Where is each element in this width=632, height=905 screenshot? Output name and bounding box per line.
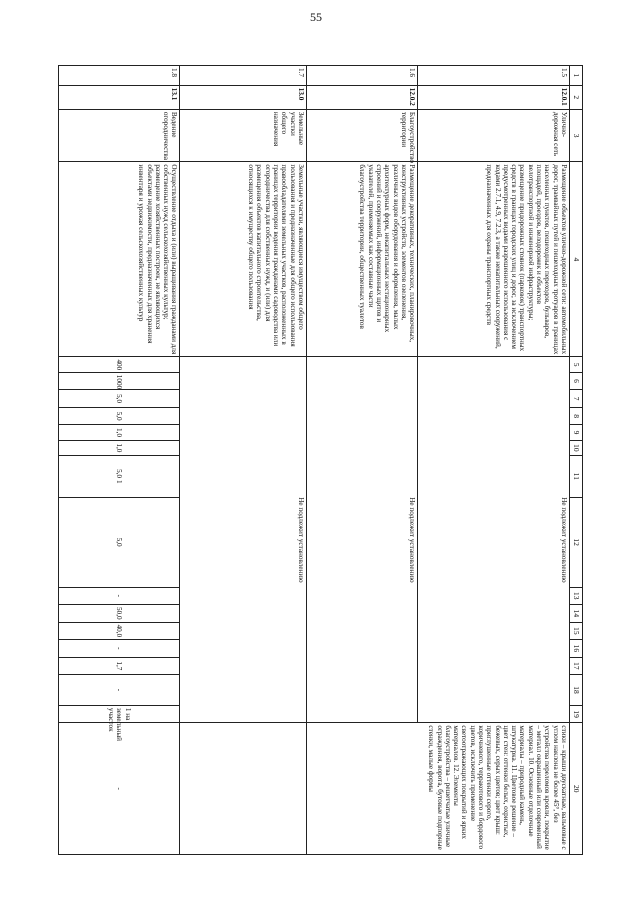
- row-name: Благоустройство территории: [306, 109, 417, 162]
- row-code: 12.0.1: [418, 85, 570, 109]
- row-code: 13.0: [180, 85, 306, 109]
- row-number: 1.8: [59, 66, 180, 86]
- not-set-note: Не подлежит установлению: [180, 357, 306, 723]
- col-header: 18: [569, 675, 582, 706]
- col-header: 11: [569, 456, 582, 498]
- col-header: 12: [569, 497, 582, 587]
- col-header: 8: [569, 407, 582, 425]
- value-cell: 1,7: [59, 657, 180, 675]
- col-header: 14: [569, 605, 582, 623]
- col-header: 5: [569, 357, 582, 372]
- col-header: 1: [569, 66, 582, 86]
- rotated-table-container: [58, 65, 583, 855]
- row-description: Осуществление отдыха и (или) выращивания гражданами для собственных нужд сельскохозяйственных культур; размещение хозяйственных построек, не являющихся объектами недвижимости, предназначенных для хранения инвентаря и урожая сельскохозяйственных культур: [59, 162, 180, 357]
- not-set-note: Не подлежит установлению: [418, 357, 570, 723]
- row-number: 1.5: [418, 66, 570, 86]
- col-header: 3: [569, 109, 582, 162]
- row-number: 1.6: [306, 66, 417, 86]
- table-row: [180, 66, 306, 855]
- value-cell: 5,0 1: [59, 456, 180, 498]
- regulations-table: [58, 65, 583, 855]
- value-cell: 5,0: [59, 390, 180, 408]
- page-number: 55: [310, 10, 322, 24]
- value-cell: 1000: [59, 372, 180, 390]
- col-header: 6: [569, 372, 582, 390]
- empty-cell: [180, 723, 306, 855]
- value-cell: -: [59, 723, 180, 855]
- value-cell: 1 на земельный участок: [59, 705, 180, 723]
- col-header: 2: [569, 85, 582, 109]
- value-cell: -: [59, 640, 180, 658]
- col-header: 7: [569, 390, 582, 408]
- table-row: [59, 66, 180, 855]
- row-code: 13.1: [59, 85, 180, 109]
- col-header: 4: [569, 162, 582, 357]
- value-cell: 5,0: [59, 497, 180, 587]
- row-code: 12.0.2: [306, 85, 417, 109]
- value-cell: 400: [59, 357, 180, 372]
- value-cell: 50,0: [59, 605, 180, 623]
- value-cell: 40,0: [59, 622, 180, 640]
- col-header: 15: [569, 622, 582, 640]
- row-name: Ведение огородничества: [59, 109, 180, 162]
- value-cell: -: [59, 587, 180, 605]
- col-header: 10: [569, 440, 582, 455]
- header-row: [569, 66, 582, 855]
- value-cell: 5,0: [59, 407, 180, 425]
- col-header: 19: [569, 705, 582, 723]
- not-set-note: Не подлежит установлению: [306, 357, 417, 723]
- col-header: 17: [569, 657, 582, 675]
- row-description: Размещение декоративных, технических, планировочных, конструктивных устройств, элементов озеленения, различных видов оборудования и оформления, малых архитектурных форм, некапитальных нестационарных строений и сооружений, информационных щитов и указателей, применяемых как составные части благоустройства территории, общественных туалетов: [306, 162, 417, 357]
- value-cell: -: [59, 675, 180, 706]
- row-name: Улично-дорожная сеть: [418, 109, 570, 162]
- value-cell: 1,0: [59, 440, 180, 455]
- row-notes: стики – крыши двускатные, вальмовые с углом наклона не более 45°, без устройства переломов кровли, покрытие – металл окрашенный или современный материал. 10. Основные отделочные материалы – природный камень, штукатурка. 11. Цветовое решение – цвет стен: оттенки белых, охристых, бежевых, серых цветов; цвет крыш: приглушенные оттенки серого, коричневого, терракотового и бордового цветов, исключить применение светоотражающих покрытий и ярких материалов. 12. Элементы благоустройства – решетчатые уличные ограждения, ворота, бутовые подпорные стенки, малые формы: [306, 723, 569, 855]
- row-description: Размещение объектов улично-дорожной сети: автомобильных дорог, трамвайных путей и пешеходных тротуаров в границах населенных пунктов, пешеходных переходов, бульваров, площадей, проездов, велодорожек и объектов велотранспортной и инженерной инфраструктуры; размещение придорожных стоянок (парковок) транспортных средств в границах городских улиц и дорог, за исключением предусмотренных видами разрешенного использования с кодами 2.7.1, 4.9, 7.2.3, а также некапитальных сооружений, предназначенных для охраны транспортных средств: [418, 162, 570, 357]
- value-cell: 1,0: [59, 425, 180, 440]
- row-description: Земельные участки, являющиеся имуществом общего пользования и предназначенные для общего использования правообладателями земельных участков, расположенных в границах территории ведения гражданами садоводства или огородничества для собственных нужд, и (или) для размещения объектов капитального строительства, относящихся к имуществу общего пользования: [180, 162, 306, 357]
- row-number: 1.7: [180, 66, 306, 86]
- col-header: 9: [569, 425, 582, 440]
- row-name: Земельные участки общего назначения: [180, 109, 306, 162]
- col-header: 16: [569, 640, 582, 658]
- col-header: 13: [569, 587, 582, 605]
- table-row: [418, 66, 570, 855]
- col-header: 20: [569, 723, 582, 855]
